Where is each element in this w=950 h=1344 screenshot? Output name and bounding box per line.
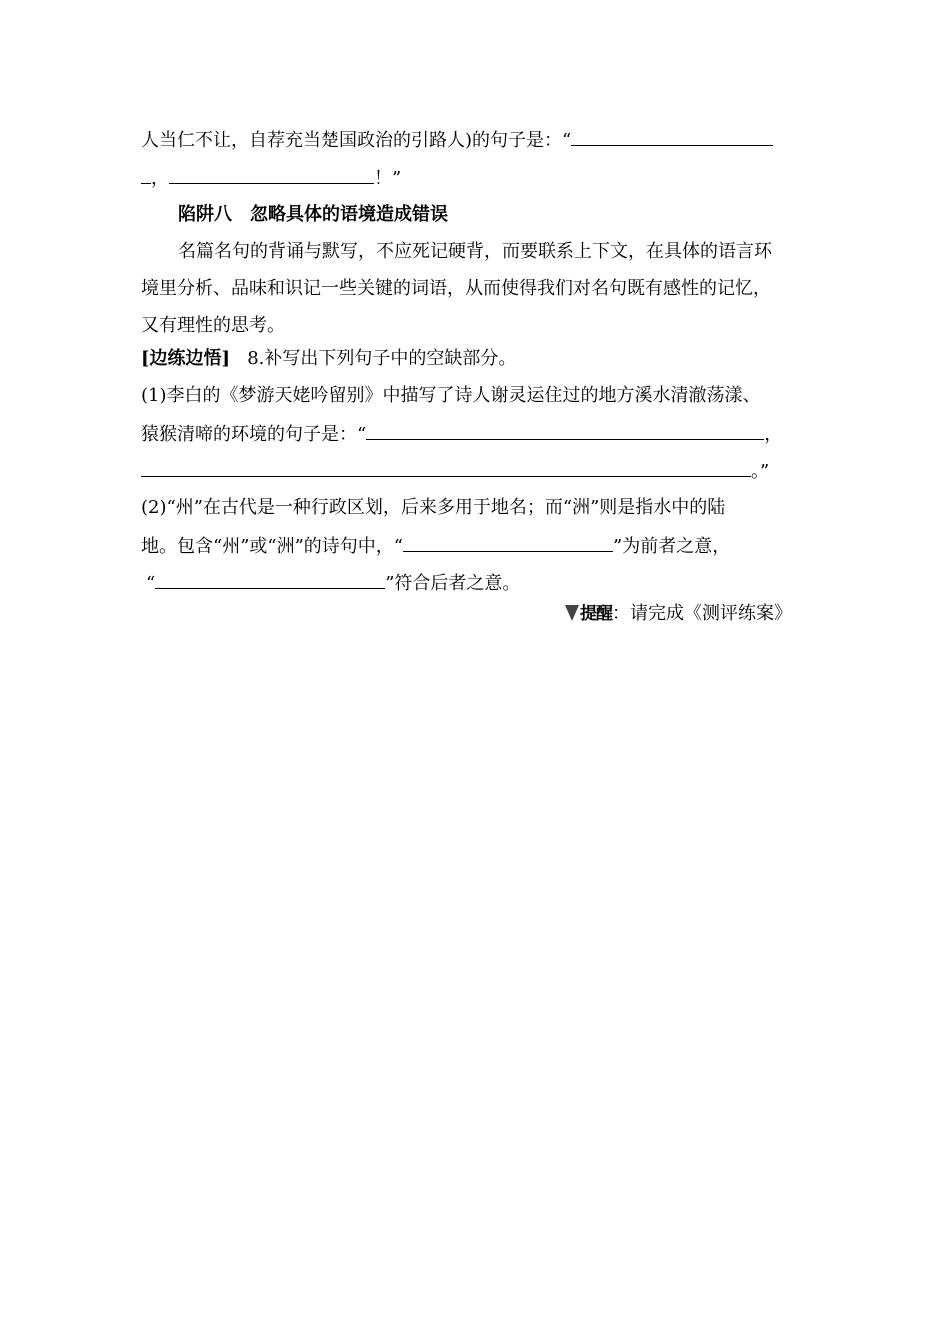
question-2-prompt: 地。包含“州”或“洲”的诗句中，“ xyxy=(141,536,404,557)
exercise-tag: [边练边悟] xyxy=(141,348,231,369)
prev-question-line-2 xyxy=(141,165,821,191)
line-end-text: ！” xyxy=(374,168,402,189)
question-1-line-3 xyxy=(141,458,821,484)
prev-question-text: 人当仁不让，自荐充当楚国政治的引路人)的句子是：“ xyxy=(141,130,572,151)
question-1-prompt: 猿猴清啼的环境的句子是：“ xyxy=(141,424,367,445)
reminder-note xyxy=(565,602,792,626)
answer-blank[interactable] xyxy=(169,165,374,184)
answer-blank[interactable] xyxy=(141,165,151,184)
question-2-line-1: (2)“州”在古代是一种行政区划，后来多用于地名；而“洲”则是指水中的陆 xyxy=(141,497,726,518)
section-heading: 陷阱八 忽略具体的语境造成错误 xyxy=(178,204,448,225)
question-1-line-2 xyxy=(141,421,821,447)
open-quote: “ xyxy=(146,573,156,594)
question-2-line-2 xyxy=(141,533,821,559)
exercise-header xyxy=(141,347,821,371)
comma-text: ， xyxy=(764,424,783,445)
exercise-title: 8.补写出下列句子中的空缺部分。 xyxy=(247,348,517,369)
question-2-suffix: ”为前者之意， xyxy=(613,536,731,557)
answer-blank[interactable] xyxy=(141,458,751,477)
reminder-text: ：请完成《测评练案》 xyxy=(612,603,792,624)
paragraph-line: 又有理性的思考。 xyxy=(141,315,285,336)
answer-blank[interactable] xyxy=(571,127,773,146)
answer-blank[interactable] xyxy=(155,570,385,589)
answer-blank[interactable] xyxy=(403,533,613,552)
answer-blank[interactable] xyxy=(366,421,764,440)
separator-text: ， xyxy=(151,168,169,189)
question-2-line-3 xyxy=(146,570,826,596)
question-1-line-1: (1)李白的《梦游天姥吟留别》中描写了诗人谢灵运住过的地方溪水清澈荡漾、 xyxy=(141,385,761,406)
triangle-icon xyxy=(565,605,579,621)
prev-question-line-1 xyxy=(141,127,821,153)
reminder-label: 提醒 xyxy=(580,604,612,624)
question-2-suffix: ”符合后者之意。 xyxy=(385,573,521,594)
paragraph-line: 名篇名句的背诵与默写，不应死记硬背，而要联系上下文，在具体的语言环 xyxy=(178,241,772,262)
paragraph-line: 境里分析、品味和识记一些关键的词语，从而使得我们对名句既有感性的记忆， xyxy=(141,278,771,299)
line-end-text: 。” xyxy=(751,461,770,482)
